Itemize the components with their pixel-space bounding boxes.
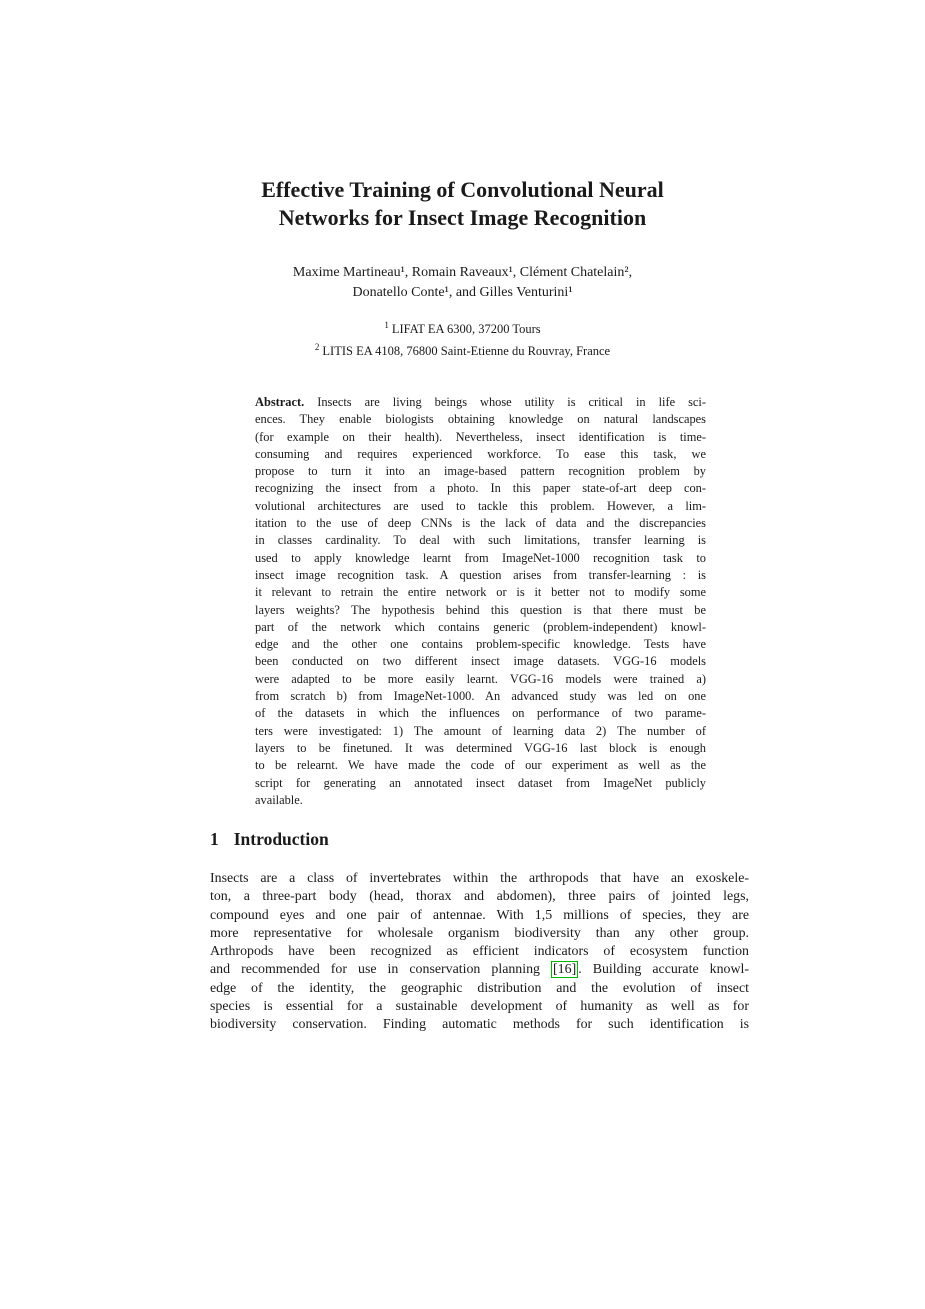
abstract-line: (for example on their health). Nevertheless, insect identification is time- [255, 429, 706, 444]
abstract-line: from scratch b) from ImageNet-1000. An advanced study was led on one [255, 689, 706, 704]
section-title: Introduction [233, 829, 329, 849]
body-text-line: Arthropods have been recognized as efficient indicators of ecosystem function [210, 944, 749, 960]
affiliation-2-text: LITIS EA 4108, 76800 Saint-Etienne du Rouvray, France [322, 344, 611, 359]
body-text-line: Insects are a class of invertebrates within the arthropods that have an exoskele- [210, 871, 749, 886]
affiliation-2 [0, 338, 925, 360]
body-text-line: edge of the identity, the geographic distribution and the evolution of insect [210, 980, 749, 996]
abstract-label: Abstract. [255, 395, 305, 409]
body-text-line: ton, a three-part body (head, thorax and abdomen), three pairs of jointed legs, [210, 889, 749, 905]
abstract-line: layers weights? The hypothesis behind this question is that there must be [255, 602, 706, 617]
body-text-line: species is essential for a sustainable development of humanity as well as for [210, 999, 749, 1015]
citation-16-link[interactable]: [16] [553, 962, 577, 978]
paper-title-line-2: Networks for Insect Image Recognition [278, 205, 647, 230]
section-number: 1 [210, 829, 219, 849]
affiliations [0, 316, 925, 360]
abstract-line: ters were investigated: 1) The amount of learning data 2) The number of [255, 723, 706, 738]
abstract-line: script for generating an annotated insect dataset from ImageNet publicly [255, 775, 706, 790]
author-list [0, 263, 925, 303]
abstract-line: to be relearnt. We have made the code of our experiment as well as the [255, 758, 706, 773]
abstract-line: insect image recognition task. A question arises from transfer-learning : is [255, 567, 706, 582]
abstract-line: consuming and requires experienced workforce. To ease this task, we [255, 446, 706, 461]
abstract-line: layers to be finetuned. It was determined VGG-16 last block is enough [255, 740, 706, 755]
abstract-line: ences. They enable biologists obtaining knowledge on natural landscapes [255, 412, 706, 427]
abstract-line: in classes cardinality. To deal with such limitations, transfer learning is [255, 533, 706, 548]
abstract-line: been conducted on two different insect image datasets. VGG-16 models [255, 654, 706, 669]
paper-title [0, 176, 925, 232]
abstract-line: of the datasets in which the influences on performance of two parame- [255, 706, 706, 721]
abstract-line: itation to the use of deep CNNs is the lack of data and the discrepancies [255, 516, 706, 531]
abstract-line: available. [255, 792, 303, 807]
abstract-line: were adapted to be more easily learnt. VGG-16 models were trained a) [255, 671, 706, 686]
intro-paragraph [210, 870, 749, 1035]
affiliation-1-text: LIFAT EA 6300, 37200 Tours [391, 322, 541, 337]
body-text-line: compound eyes and one pair of antennae. With 1,5 millions of species, they are [210, 907, 749, 923]
affiliation-1 [0, 316, 925, 338]
section-heading-introduction [210, 829, 329, 850]
abstract-line: volutional architectures are used to tackle this problem. However, a lim- [255, 498, 706, 513]
abstract-line: used to apply knowledge learnt from ImageNet-1000 recognition task to [255, 550, 706, 565]
abstract-line: part of the network which contains generic (problem-independent) knowl- [255, 619, 706, 634]
authors-line-1: Maxime Martineau¹, Romain Raveaux¹, Clément Chatelain², [292, 265, 633, 280]
abstract-line: it relevant to retrain the entire network or is it better not to modify some [255, 585, 706, 600]
abstract-line: recognizing the insect from a photo. In this paper state-of-art deep con- [255, 481, 706, 496]
abstract-line: edge and the other one contains problem-specific knowledge. Tests have [255, 637, 706, 652]
body-text-line: more representative for wholesale organism biodiversity than any other group. [210, 925, 749, 941]
authors-line-2: Donatello Conte¹, and Gilles Venturini¹ [352, 285, 573, 300]
affiliation-2-marker: 2 [314, 342, 320, 353]
body-text-line: and recommended for use in conservation planning [16] . Building accurate knowl- [210, 962, 749, 978]
abstract-line: Abstract. Insects are living beings whose utility is critical in life sci- [255, 395, 706, 409]
abstract-line: propose to turn it into an image-based pattern recognition problem by [255, 464, 706, 479]
paper-title-line-1: Effective Training of Convolutional Neural [261, 177, 664, 202]
affiliation-1-marker: 1 [384, 320, 389, 330]
abstract-block [255, 394, 706, 809]
body-text-line: biodiversity conservation. Finding automatic methods for such identification is [210, 1017, 749, 1033]
